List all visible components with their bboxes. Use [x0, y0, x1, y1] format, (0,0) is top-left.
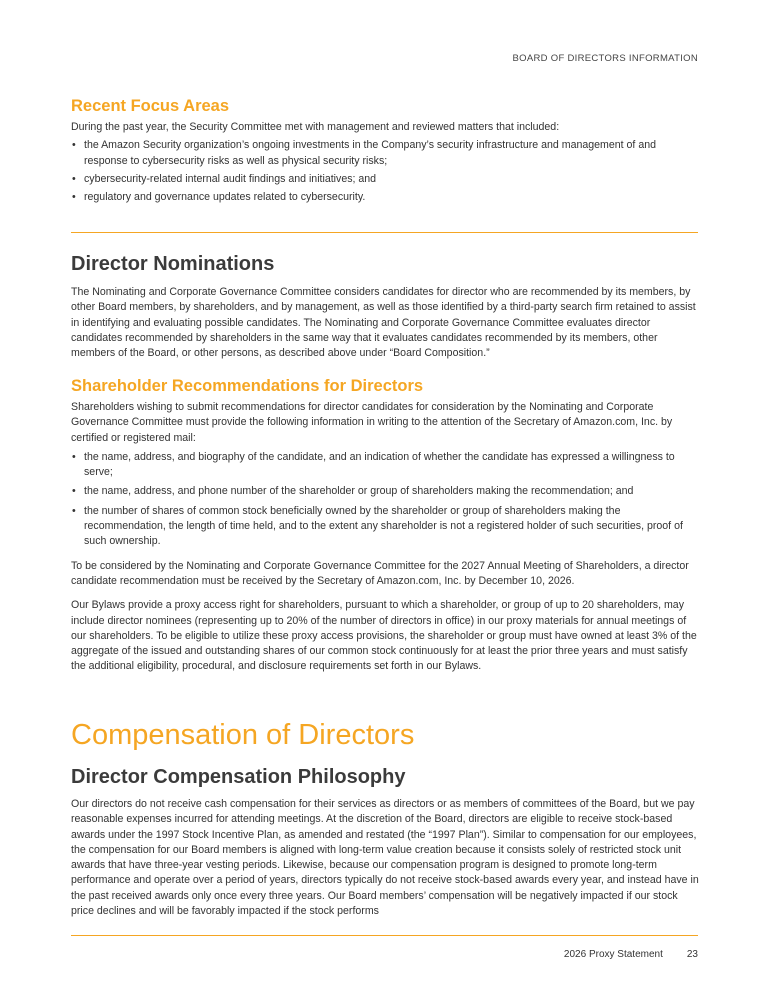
shareholder-recommendations-heading: Shareholder Recommendations for Directors	[71, 377, 424, 395]
compensation-philosophy-body: Our directors do not receive cash compensation for their services as directors or as members of committees of the Board, but we pay reasonable expenses incurred for attending meetings. At the discretion of the Board, directors are eligible to receive stock-based awards under the 1997 Stock Incentive Plan, as amended and restated (the “1997 Plan”). Similar to compensation for our employees, the compensation for our Board members is aligned with long-term value creation because it consists solely of restricted stock unit awards that have three-year vesting periods. Likewise, because our compensation program is designed to promote long-term performance and operate over a period of years, directors typically do not receive stock-based awards every year, and instead have in the past received awards only once every three years. Our Board members’ compensation will be negatively impacted if our stock price declines and will be favorably impacted if the stock performs	[71, 798, 699, 918]
compensation-philosophy-heading: Director Compensation Philosophy	[71, 766, 406, 788]
list-item: • the name, address, and phone number of the shareholder or group of shareholders making the recommendation; and	[71, 484, 699, 499]
director-nominations-body: The Nominating and Corporate Governance Committee considers candidates for director who are recommended by its members, by other Board members, by shareholders, and by management, as well as those identified by a third-party search firm retained to assist in identifying and evaluating possible candidates. The Nominating and Corporate Governance Committee evaluates director candidates recommended by shareholders in the same way that it evaluates candidates recommended by its members, other members of the Board, or other persons, as described above under “Board Composition.”	[71, 286, 696, 360]
page-footer	[564, 949, 698, 960]
footer-doc-title: 2026 Proxy Statement	[563, 949, 663, 960]
proxy-access-paragraph: Our Bylaws provide a proxy access right for shareholders, pursuant to which a shareholder, or group of up to 20 shareholders, may include director nominees (representing up to 20% of the number of directors in office) in our proxy materials for annual meetings of our shareholders. To be eligible to utilize these proxy access provisions, the shareholder or group must have owned at least 3% of the aggregate of the issued and outstanding shares of our common stock continuously for at least the prior three years and must satisfy the additional eligibility, procedural, and disclosure requirements set forth in our Bylaws.	[71, 599, 697, 673]
shareholder-recommendations-list	[71, 450, 699, 550]
recent-focus-intro: During the past year, the Security Committee met with management and reviewed matters that included:	[71, 121, 560, 133]
recent-focus-section	[71, 96, 699, 205]
list-item: • the Amazon Security organization’s ongoing investments in the Company’s security infrastructure and management of and response to cybersecurity risks as well as physical security risks;	[71, 138, 699, 169]
list-item: • the number of shares of common stock beneficially owned by the shareholder or group of shareholders making the recommendation, the length of time held, and to the extent any shareholder is not a registered holder of such securities, proof of such ownership.	[71, 504, 699, 550]
list-item: • regulatory and governance updates related to cybersecurity.	[71, 190, 699, 205]
list-item: • the name, address, and biography of the candidate, and an indication of whether the candidate has expressed a willingness to serve;	[71, 450, 699, 481]
compensation-section	[71, 718, 699, 919]
shareholder-recommendations-intro: Shareholders wishing to submit recommendations for director candidates for consideration by the Nominating and Corporate Governance Committee must provide the following information in writing to the attention of the Secretary of Amazon.com, Inc. by certified or registered mail:	[71, 401, 673, 444]
compensation-title: Compensation of Directors	[71, 719, 415, 751]
section-divider	[71, 232, 698, 233]
shareholder-recommendations-section	[71, 376, 699, 675]
recent-focus-list	[71, 138, 699, 205]
running-header: BOARD OF DIRECTORS INFORMATION	[512, 53, 698, 64]
footer-divider	[71, 935, 698, 936]
director-nominations-heading: Director Nominations	[71, 253, 275, 275]
list-item: • cybersecurity-related internal audit findings and initiatives; and	[71, 172, 699, 187]
director-nominations-section	[71, 252, 699, 361]
recommendation-deadline: To be considered by the Nominating and Corporate Governance Committee for the 2027 Annual Meeting of Shareholders, a director candidate recommendation must be received by the Secretary of Amazon.com, Inc. by December 10, 2026.	[71, 559, 689, 587]
recent-focus-heading: Recent Focus Areas	[71, 97, 230, 115]
page-number: 23	[686, 949, 698, 960]
